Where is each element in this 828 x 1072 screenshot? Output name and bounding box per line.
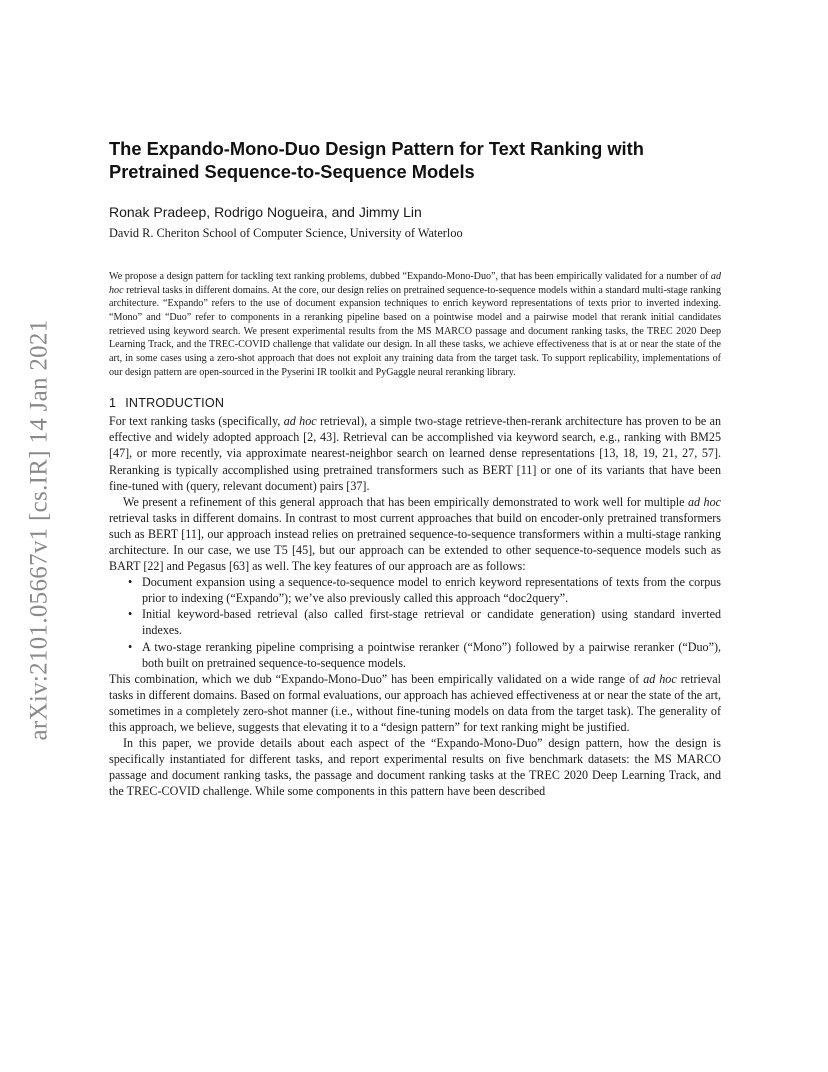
bullet-marker: •	[128, 575, 133, 590]
abstract-text-2: retrieval tasks in different domains. At the core, our design relies on pretrained sequence-to-sequence models within a standard multi-stage ranking architecture. “Expando” refers to the use of document expansion techniques to enrich keyword representations of texts prior to inverted indexing. “Mono” and “Duo” refer to components in a reranking pipeline based on a pointwise model and a pairwise model that rerank initial candidates retrieved using keyword search. We present experimental results from the MS MARCO passage and document ranking tasks, the TREC 2020 Deep Learning Track, and the TREC-COVID challenge that validate our design. In all these tasks, we achieve effectiveness that is at or near the state of the art, in some cases using a zero-shot approach that does not exploit any training data from the target task. To support replicability, implementations of our design pattern are open-sourced in the Pyserini IR toolkit and PyGaggle neural reranking library.	[109, 284, 721, 378]
intro-paragraph-2	[109, 494, 721, 574]
intro-p2-emphasis: ad hoc	[687, 494, 721, 509]
paper-content	[109, 137, 721, 800]
author-affiliation: David R. Cheriton School of Computer Science, University of Waterloo	[109, 226, 463, 240]
abstract-emphasis: ad hoc	[109, 271, 721, 296]
intro-paragraph-4: In this paper, we provide details about each aspect of the “Expando-Mono-Duo” design pattern, how the design is specifically instantiated for different tasks, and report experimental results on five benchmark datasets: the MS MARCO passage and document ranking tasks, the passage and document ranking tasks at the TREC 2020 Deep Learning Track, and the TREC-COVID challenge. While some components in this pattern have been described	[109, 736, 721, 799]
intro-paragraph-3	[109, 671, 721, 735]
bullet-marker: •	[128, 607, 133, 622]
introduction-body	[109, 413, 721, 799]
list-item-text: Initial keyword-based retrieval (also called first-stage retrieval or candidate generation) using standard inverted indexes.	[142, 607, 721, 638]
list-item-text: Document expansion using a sequence-to-sequence model to enrich keyword representations of texts from the corpus prior to indexing (“Expando”); we’ve also previously called this approach “doc2query”.	[142, 575, 721, 606]
intro-p2-text-b: retrieval tasks in different domains. In contrast to most current approaches that build on encoder-only pretrained transformers such as BERT [11], our approach instead relies on pretrained sequence-to-sequence transformers within a multi-stage ranking architecture. In our case, we use T5 [45], but our approach can be extended to other sequence-to-sequence models such as BART [22] and Pegasus [63] as well. The key features of our approach are as follows:	[109, 510, 721, 574]
title-line-1: The Expando-Mono-Duo Design Pattern for Text Ranking with	[109, 138, 644, 159]
list-item	[128, 574, 721, 606]
intro-p2-text-a: We present a refinement of this general approach that has been empirically demonstrated to work well for multiple	[123, 494, 688, 509]
intro-p1-text-b: retrieval), a simple two-stage retrieve-then-rerank architecture has proven to be an effective and widely adopted approach [2, 43]. Retrieval can be accomplished via keyword search, e.g., ranking with BM25 [47], or more recently, via approximate nearest-neighbor search on learned dense representations [13, 18, 19, 21, 27, 57]. Reranking is typically accomplished using pretrained transformers such as BERT [11] or one of its variants that have been fine-tuned with (query, relevant document) pairs [37].	[109, 414, 721, 493]
abstract	[109, 270, 721, 379]
abstract-text-1: We propose a design pattern for tackling text ranking problems, dubbed “Expando-Mono-Duo”, that has been empirically validated for a number of	[109, 271, 711, 282]
intro-p3-text-a: This combination, which we dub “Expando-Mono-Duo” has been empirically validated on a wide range of	[109, 671, 644, 686]
section-number: 1	[109, 396, 117, 411]
section-title: INTRODUCTION	[125, 396, 225, 411]
arxiv-identifier-stamp	[20, 300, 60, 760]
author-list: Ronak Pradeep, Rodrigo Nogueira, and Jimmy Lin	[109, 204, 422, 220]
list-item-text: A two-stage reranking pipeline comprising a pointwise reranker (“Mono”) followed by a pairwise reranker (“Duo”), both built on pretrained sequence-to-sequence models.	[142, 639, 721, 670]
arxiv-identifier-text: arXiv:2101.05667v1 [cs.IR] 14 Jan 2021	[26, 319, 54, 741]
intro-p1-emphasis: ad hoc	[283, 414, 317, 429]
list-item	[128, 639, 721, 671]
title-line-2: Pretrained Sequence-to-Sequence Models	[109, 161, 475, 182]
section-heading-introduction	[109, 396, 721, 410]
intro-p3-emphasis: ad hoc	[643, 671, 677, 686]
bullet-marker: •	[128, 639, 133, 654]
intro-paragraph-1	[109, 413, 721, 493]
intro-p3-text-b: retrieval tasks in different domains. Based on formal evaluations, our approach has achieved effectiveness at or near the state of the art, sometimes in a completely zero-shot manner (i.e., without fine-tuning models on data from the target task). The generality of this approach, we believe, suggests that elevating it to a “design pattern” for text ranking might be justified.	[109, 671, 721, 735]
key-features-list	[109, 574, 721, 671]
intro-p1-text-a: For text ranking tasks (specifically,	[109, 414, 284, 429]
paper-title	[109, 137, 721, 183]
list-item	[128, 606, 721, 638]
